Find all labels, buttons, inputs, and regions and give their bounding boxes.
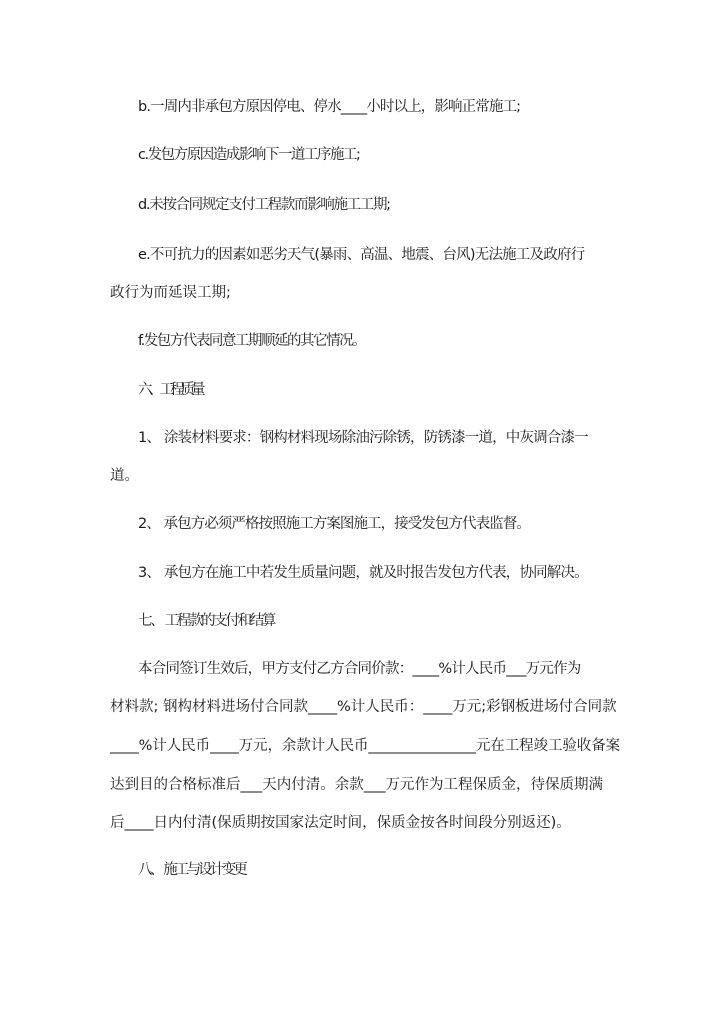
payment-paragraph-line-3: ____%计人民币____万元，余款计人民币_______________元在工程竣工验收备案 [110,738,621,754]
clause-f: f.发包方代表同意工期顺延的其它情况。 [138,333,366,349]
clause-b: b.一周内非承包方原因停电、停水____小时以上，影响正常施工; [138,99,521,115]
clause-e: e.不可抗力的因素如恶劣天气(暴雨、高温、地震、台风)无法施工及政府行 [138,247,585,263]
clause-c: c.发包方原因造成影响下一道工序施工; [138,147,360,163]
quality-item-2: 2、 承包方必须严格按照施工方案图施工，接受发包方代表监督。 [138,516,530,532]
quality-item-1: 1、 涂装材料要求：钢构材料现场除油污除锈，防锈漆一道，中灰调合漆一 [138,430,588,446]
section-heading-6: 六、 工程质量 [138,382,202,398]
payment-paragraph-line-4: 达到目的合格标准后___天内付清。余款___万元作为工程保质金，待保质期满 [110,777,603,793]
payment-paragraph-line-1: 本合同签订生效后，甲方支付乙方合同价款：____%计人民币___万元作为 [138,661,581,677]
payment-paragraph-line-5: 后____日内付清(保质期按国家法定时间，保质金按各时间段分别返还)。 [110,815,571,831]
quality-item-1-continued: 道。 [110,468,139,484]
clause-d: d.未按合同规定支付工程款而影响施工工期; [138,197,390,213]
quality-item-3: 3、 承包方在施工中若发生质量问题，就及时报告发包方代表，协同解决。 [138,565,588,581]
payment-paragraph-line-2: 材料款; 钢构材料进场付合同款____%计人民币：____万元;彩钢板进场付合同款 [110,699,617,715]
clause-e-continued: 政行为而延误工期; [110,285,231,301]
section-heading-7: 七、 工程款的支付和结算 [138,613,275,629]
section-heading-8: 八、 施工与设计变更 [138,862,246,878]
